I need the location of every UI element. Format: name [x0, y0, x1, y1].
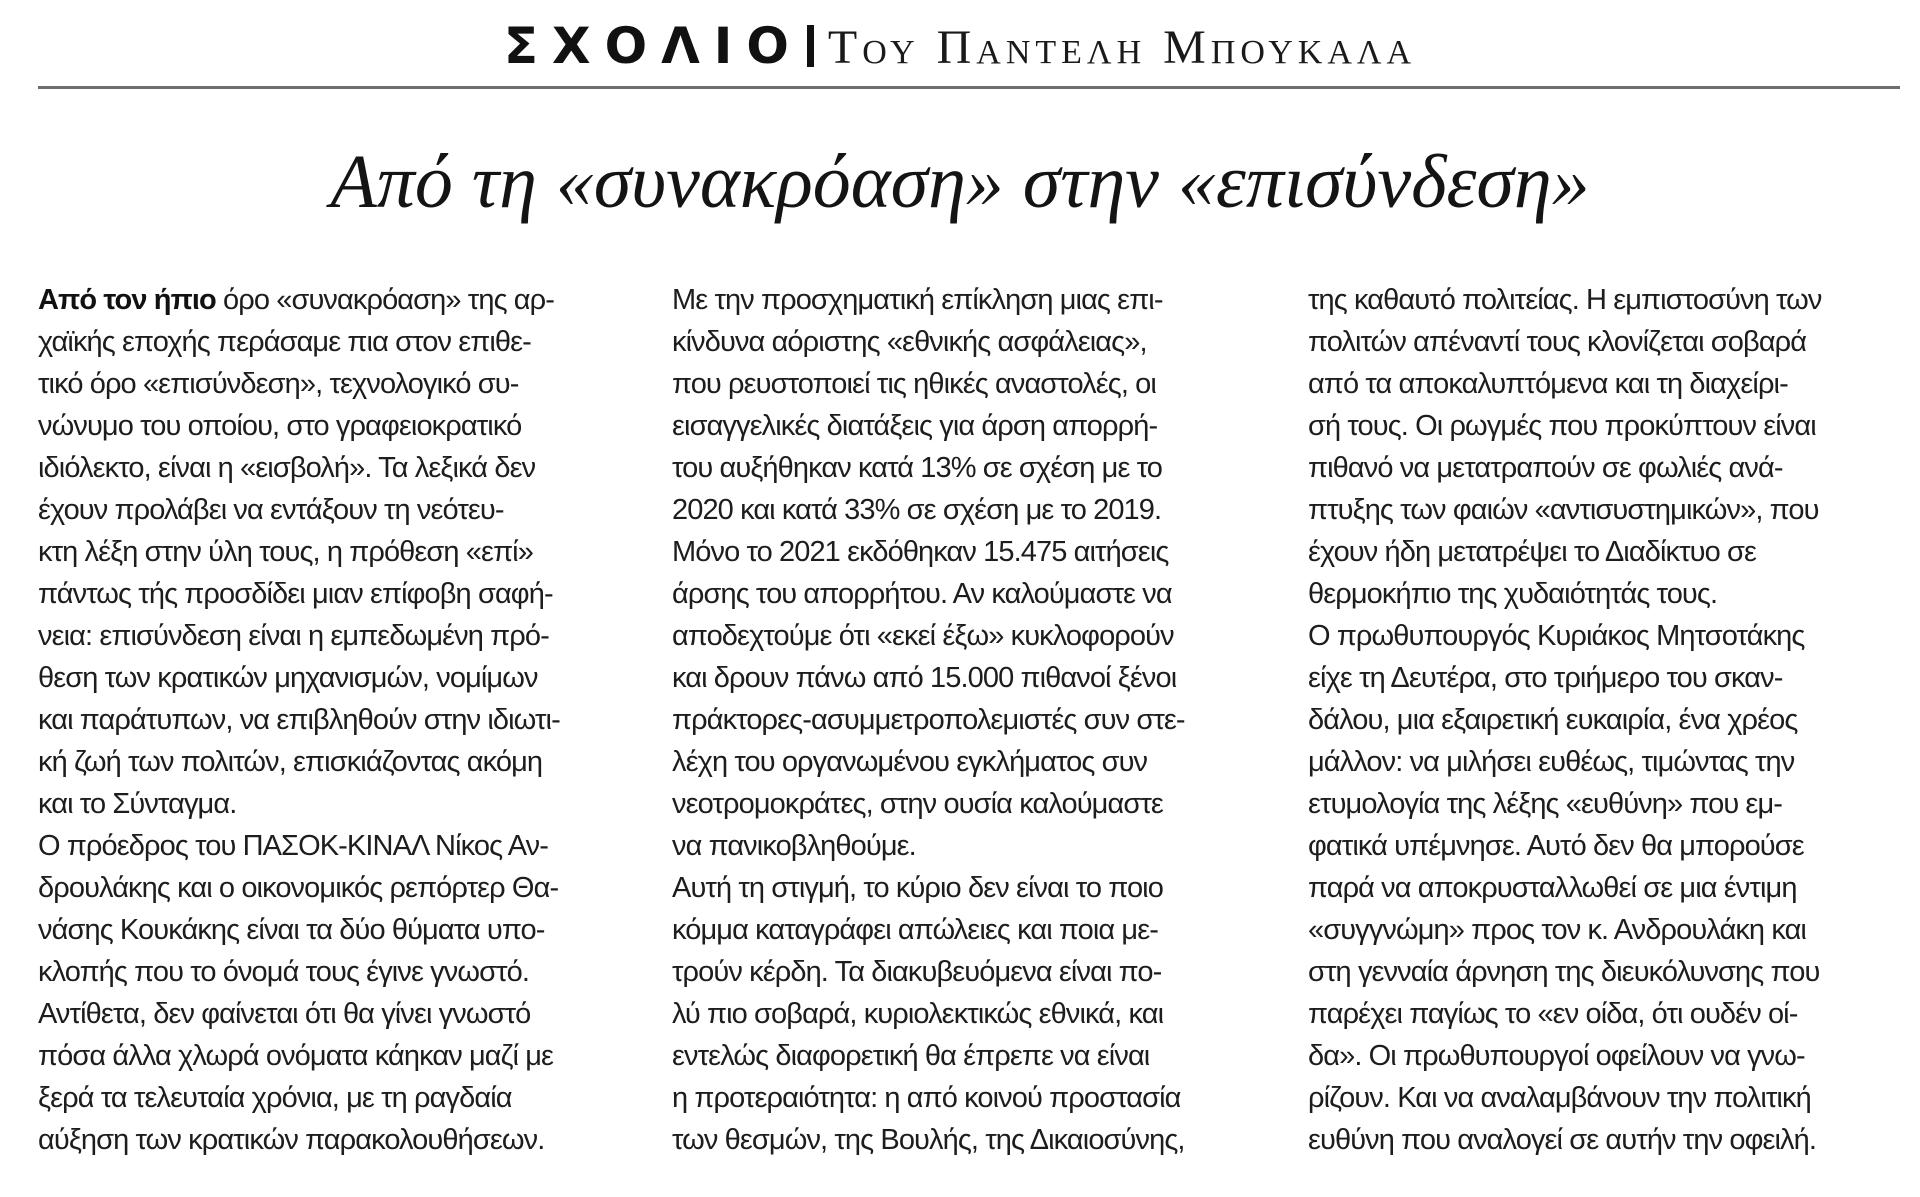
lead-in: Από τον ήπιο — [38, 284, 216, 316]
text-line: στη γενναία άρνηση της διευκόλυνσης που — [1308, 956, 1820, 988]
text-line: χαϊκής εποχής περάσαμε πια στον επιθε- — [38, 326, 531, 358]
author-byline: Του Παντελη Μπουκαλα — [827, 21, 1417, 74]
text-line — [38, 279, 628, 321]
text-line: σή τους. Οι ρωγμές που προκύπτουν είναι — [1308, 410, 1816, 442]
text-line: κίνδυνα αόριστης «εθνικής ασφάλειας», — [672, 326, 1147, 358]
text-line: θερμοκήπιο της χυδαιότητάς τους. — [1308, 578, 1718, 610]
text-line: από τα αποκαλυπτόμενα και τη διαχείρι- — [1308, 368, 1788, 400]
article-column-3 — [1308, 279, 1905, 1161]
text-line: τρούν κέρδη. Τα διακυβευόμενα είναι πο- — [672, 956, 1162, 988]
text-line: Αυτή τη στιγμή, το κύριο δεν είναι το ποιο — [672, 872, 1163, 904]
text-line: πόσα άλλα χλωρά ονόματα κάηκαν μαζί με — [38, 1040, 554, 1072]
text-line: φατικά υπέμνησε. Αυτό δεν θα μπορούσε — [1308, 830, 1804, 862]
text-line: παρά να αποκρυσταλλωθεί σε μια έντιμη — [1308, 872, 1797, 904]
text-line: ξερά τα τελευταία χρόνια, με τη ραγδαία — [38, 1082, 512, 1114]
text-line: κλοπής που το όνομά τους έγινε γνωστό. — [38, 956, 530, 988]
text-line: που ρευστοποιεί τις ηθικές αναστολές, οι — [672, 368, 1156, 400]
text-line: ιδιόλεκτο, είναι η «εισβολή». Τα λεξικά δεν — [38, 452, 536, 484]
text-line: θεση των κρατικών μηχανισμών, νομίμων — [38, 662, 538, 694]
text-line: παρέχει παγίως το «εν οίδα, ότι ουδέν οί- — [1308, 998, 1798, 1030]
header-separator — [807, 25, 814, 67]
text-line: πάντως τής προσδίδει μιαν επίφοβη σαφή- — [38, 578, 553, 610]
text-line: άρσης του απορρήτου. Αν καλούμαστε να — [672, 578, 1172, 610]
text-line: δρουλάκης και ο οικονομικός ρεπόρτερ Θα- — [38, 872, 559, 904]
article-column-2 — [672, 279, 1267, 1161]
text-line: νεοτρομοκράτες, στην ουσία καλούμαστε — [672, 788, 1163, 820]
text-line: πράκτορες-ασυμμετροπολεμιστές συν στε- — [672, 704, 1185, 736]
text-line: Ο πρόεδρος του ΠΑΣΟΚ-ΚΙΝΑΛ Νίκος Αν- — [38, 830, 549, 862]
text-line: των θεσμών, της Βουλής, της Δικαιοσύνης, — [672, 1124, 1185, 1156]
text-line: και δρουν πάνω από 15.000 πιθανοί ξένοι — [672, 662, 1177, 694]
text-line: του αυξήθηκαν κατά 13% σε σχέση με το — [672, 452, 1163, 484]
text-line: ευθύνη που αναλογεί σε αυτήν την οφειλή. — [1308, 1124, 1817, 1156]
text-line: και το Σύνταγμα. — [38, 788, 237, 820]
text-line: εντελώς διαφορετική θα έπρεπε να είναι — [672, 1040, 1150, 1072]
text-line: είχε τη Δευτέρα, στο τριήμερο του σκαν- — [1308, 662, 1783, 694]
text-line: να πανικοβληθούμε. — [672, 830, 916, 862]
text-line: τικό όρο «επισύνδεση», τεχνολογικό συ- — [38, 368, 519, 400]
text-line: νώνυμο του οποίου, στο γραφειοκρατικό — [38, 410, 522, 442]
text-line: λύ πιο σοβαρά, κυριολεκτικώς εθνικά, και — [672, 998, 1164, 1030]
text-line: λέχη του οργανωμένου εγκλήματος συν — [672, 746, 1148, 778]
text-line: και παράτυπων, να επιβληθούν στην ιδιωτι- — [38, 704, 560, 736]
text-line: έχουν προλάβει να εντάξουν τη νεότευ- — [38, 494, 504, 526]
text-line: νεια: επισύνδεση είναι η εμπεδωμένη πρό- — [38, 620, 549, 652]
text-line: κτη λέξη στην ύλη τους, η πρόθεση «επί» — [38, 536, 533, 568]
header-rule — [38, 86, 1900, 89]
text-line: αύξηση των κρατικών παρακολουθήσεων. — [38, 1124, 545, 1156]
text-line: πολιτών απέναντί τους κλονίζεται σοβαρά — [1308, 326, 1807, 358]
section-label: ΣΧΟΛΙΟ — [503, 17, 803, 75]
article-title: Από τη «συνακρόαση» στην «επισύνδεση» — [330, 140, 1590, 224]
text-line: ετυμολογία της λέξης «ευθύνη» που εμ- — [1308, 788, 1783, 820]
text-line: μάλλον: να μιλήσει ευθέως, τιμώντας την — [1308, 746, 1795, 778]
text-line: 2020 και κατά 33% σε σχέση με το 2019. — [672, 494, 1162, 526]
text-line: Ο πρωθυπουργός Κυριάκος Μητσοτάκης — [1308, 620, 1805, 652]
text-line: δάλου, μια εξαιρετική ευκαιρία, ένα χρέος — [1308, 704, 1798, 736]
text-line: κή ζωή των πολιτών, επισκιάζοντας ακόμη — [38, 746, 543, 778]
text-line: κόμμα καταγράφει απώλειες και ποια με- — [672, 914, 1159, 946]
text-line: πτυξης των φαιών «αντισυστημικών», που — [1308, 494, 1819, 526]
text-line: πιθανό να μετατραπούν σε φωλιές ανά- — [1308, 452, 1783, 484]
text-line: «συγγνώμη» προς τον κ. Ανδρουλάκη και — [1308, 914, 1806, 946]
text-line: Μόνο το 2021 εκδόθηκαν 15.475 αιτήσεις — [672, 536, 1169, 568]
text-line: ρίζουν. Και να αναλαμβάνουν την πολιτική — [1308, 1082, 1811, 1114]
text-line: αποδεχτούμε ότι «εκεί έξω» κυκλοφορούν — [672, 620, 1174, 652]
text-line: Αντίθετα, δεν φαίνεται ότι θα γίνει γνωστό — [38, 998, 531, 1030]
text-line: εισαγγελικές διατάξεις για άρση απορρή- — [672, 410, 1158, 442]
text-line: Με την προσχηματική επίκληση μιας επι- — [672, 284, 1163, 316]
text-line: έχουν ήδη μετατρέψει το Διαδίκτυο σε — [1308, 536, 1757, 568]
article-column-1 — [38, 279, 628, 1161]
text-line: της καθαυτό πολιτείας. Η εμπιστοσύνη των — [1308, 284, 1822, 316]
text-line: νάσης Κουκάκης είναι τα δύο θύματα υπο- — [38, 914, 545, 946]
column-header — [0, 18, 1920, 76]
text-line-content: όρο «συνακρόαση» της αρ- — [223, 284, 555, 316]
text-line: η προτεραιότητα: η από κοινού προστασία — [672, 1082, 1181, 1114]
text-line: δα». Οι πρωθυπουργοί οφείλουν να γνω- — [1308, 1040, 1805, 1072]
